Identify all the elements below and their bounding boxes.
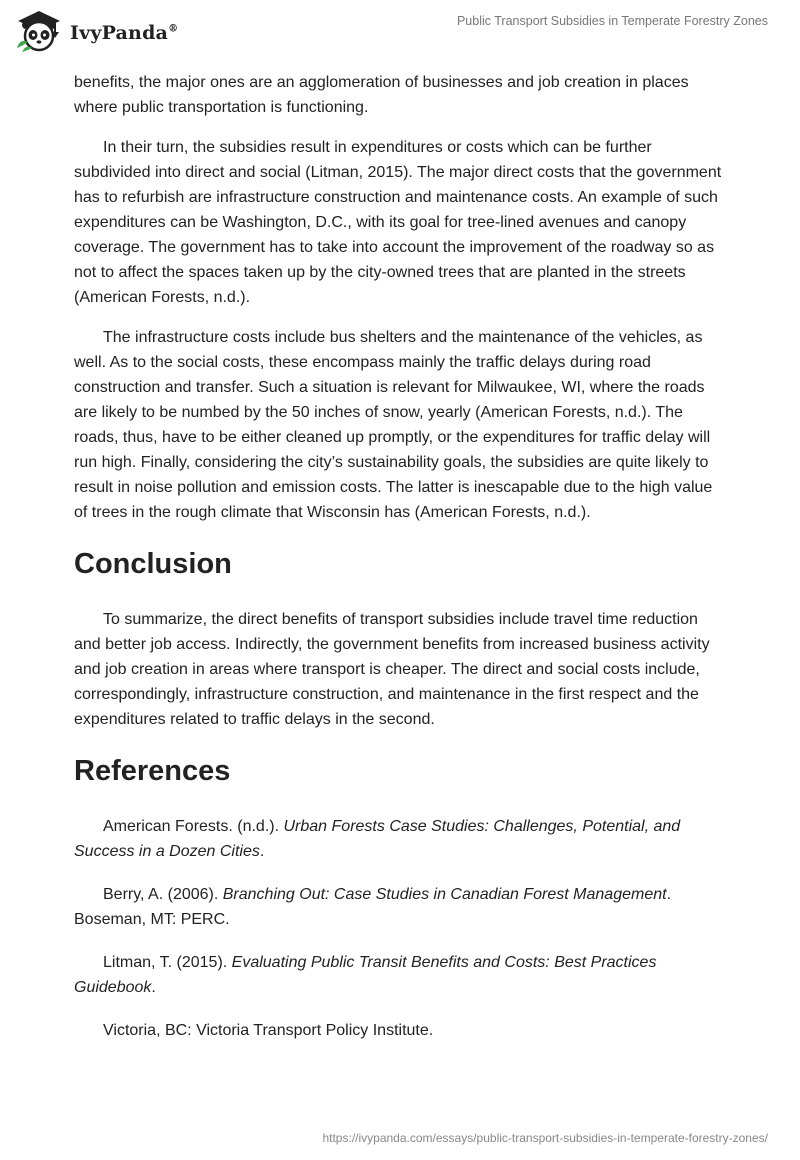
paragraph-continued: benefits, the major ones are an agglomeration of businesses and job creation in places where public transportation is functioning. xyxy=(74,74,689,116)
references-heading: References xyxy=(74,755,231,787)
source-url-link[interactable]: https://ivypanda.com/essays/public-transport-subsidies-in-temperate-forestry-zones/ xyxy=(322,1131,768,1145)
page-header xyxy=(0,0,800,70)
brand-name: IvyPanda® xyxy=(70,22,179,44)
paragraph-social-costs: The infrastructure costs include bus shelters and the maintenance of the vehicles, as well. As to the social costs, these encompass mainly the traffic delays during road construction and transfer. Such a situation is relevant for Milwaukee, WI, where the roads are likely to be numbed by the 50 inches of snow, yearly (American Forests, n.d.). The roads, thus, have to be either cleaned up promptly, or the expenditures for traffic delay will run high. Finally, considering the city’s sustainability goals, the subsidies are quite likely to result in noise pollution and emission costs. The latter is inescapable due to the high value of trees in the rough climate that Wisconsin has (American Forests, n.d.). xyxy=(74,329,713,521)
reference-item: American Forests. (n.d.). Urban Forests Case Studies: Challenges, Potential, and Success in a Dozen Cities. xyxy=(74,818,681,860)
reference-item: Litman, T. (2015). Evaluating Public Transit Benefits and Costs: Best Practices Guidebook. xyxy=(74,954,657,996)
reference-item: Victoria, BC: Victoria Transport Policy Institute. xyxy=(103,1022,434,1039)
essay-body xyxy=(74,70,724,1061)
panda-graduate-icon xyxy=(14,8,64,54)
paragraph-direct-costs: In their turn, the subsidies result in expenditures or costs which can be further subdivided into direct and social (Litman, 2015). The major direct costs that the government has to refurbish are infrastructure construction and maintenance costs. An example of such expenditures can be Washington, D.C., with its goal for tree-lined avenues and canopy coverage. The government has to take into account the improvement of the roadway so as not to affect the spaces taken up by the city-owned trees that are planted in the streets (American Forests, n.d.). xyxy=(74,139,722,306)
ivypanda-logo[interactable] xyxy=(14,8,178,54)
reference-item: Berry, A. (2006). Branching Out: Case Studies in Canadian Forest Management. Boseman, MT: PERC. xyxy=(74,886,672,928)
conclusion-paragraph: To summarize, the direct benefits of transport subsidies include travel time reduction and better job access. Indirectly, the government benefits from increased business activity and job creation in areas where transport is cheaper. The direct and social costs include, correspondingly, infrastructure construction, and maintenance in the first respect and the expenditures related to traffic delays in the second. xyxy=(74,611,710,728)
document-title: Public Transport Subsidies in Temperate Forestry Zones xyxy=(456,14,768,28)
conclusion-heading: Conclusion xyxy=(74,548,232,580)
